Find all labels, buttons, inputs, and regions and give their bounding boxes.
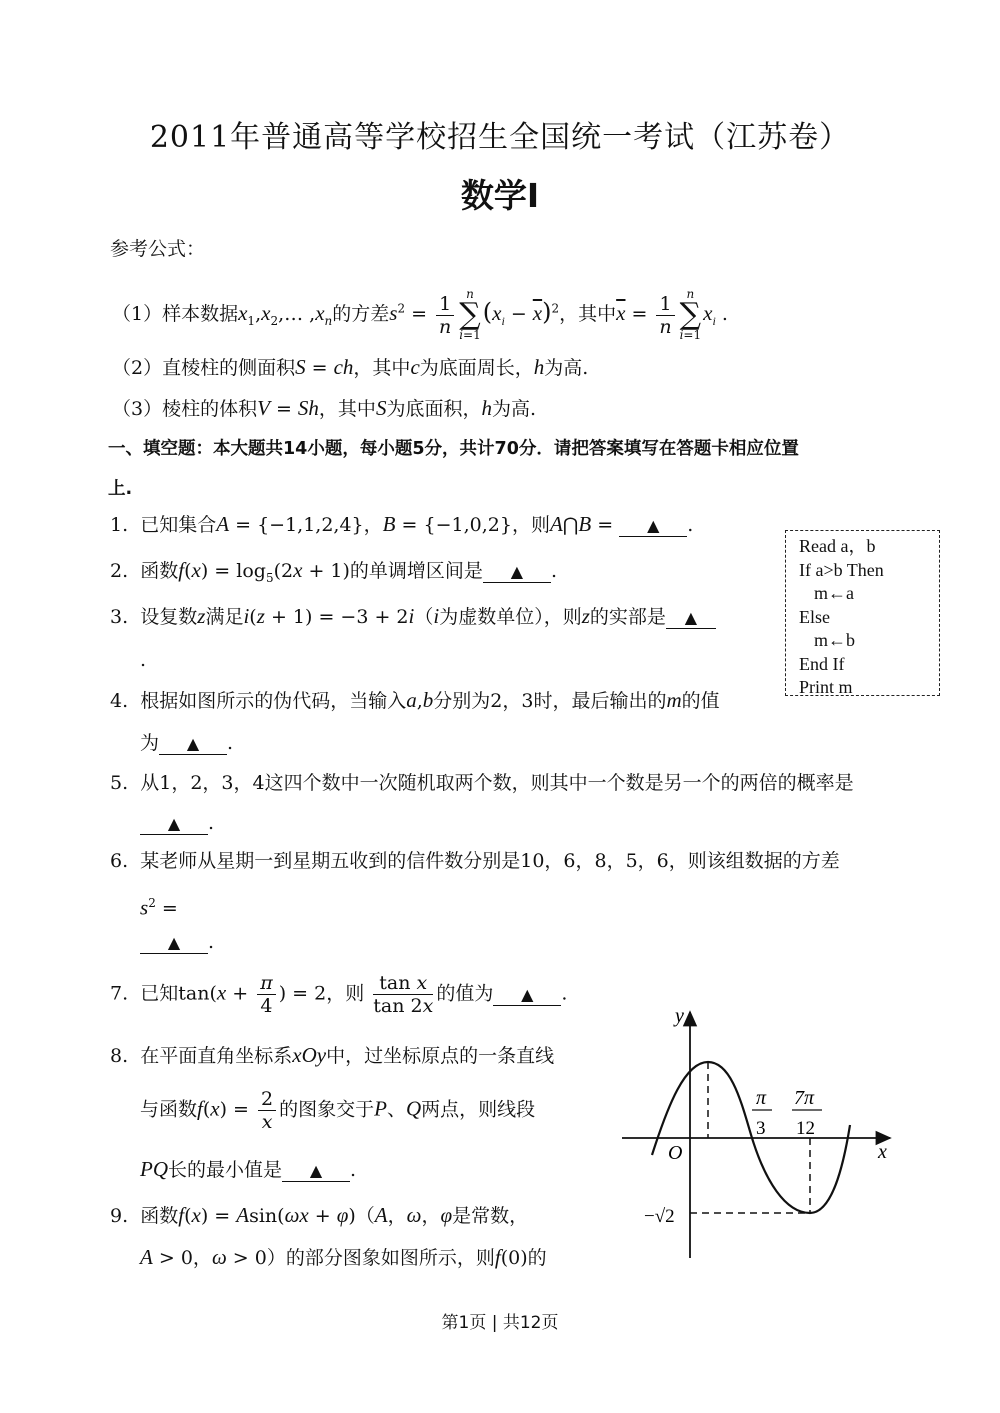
code-line: m←a <box>814 583 854 603</box>
question-4-line2: 为 ▲ . <box>140 732 234 754</box>
pseudocode-box <box>785 530 940 696</box>
formula-1: （1）样本数据$x_1,x_2,\dots$ $,x_n$的方差$s^2$ = $\frac{1}{n}$ n ∑ $i=1(x_i - \overline{x})^2$，其中$\overline{x}$ = $\frac{1}{n}$ n ∑ $i=1x_i$ . <box>112 287 728 342</box>
question-3: 3. 设复数z满足i(z + 1) = −3 + 2i（i为虚数单位），则z的实部是 ▲ <box>110 604 716 629</box>
question-1: 1. 已知集合A = {−1,1,2,4}，B = {−1,0,2}，则A⋂B = ▲ . <box>110 512 694 536</box>
question-7: 7. 已知tan(x + $\frac{\pi}{4}$ ) = 2，则 $\frac{\text{tan x}}{\tan 2x}$ 的值为 ▲ . <box>110 972 568 1017</box>
tick-7pi12-num: 7π <box>794 1087 815 1109</box>
answer-blank: ▲ <box>666 608 716 629</box>
code-line: If a>b Then <box>799 559 884 580</box>
ymin-label: −√2 <box>644 1206 675 1227</box>
question-4: 4. 根据如图所示的伪代码，当输入a,b分别为2，3时，最后输出的m的值 <box>110 688 720 712</box>
tick-7pi12-den: 12 <box>796 1118 815 1139</box>
question-5: 5. 从1，2，3，4这四个数中一次随机取两个数，则其中一个数是另一个的两倍的概率是 <box>110 772 854 794</box>
question-6-line3: ▲ . <box>140 930 214 954</box>
question-9: 9. 函数f(x) = Asin(ωx + φ)（A，ω，φ是常数， <box>110 1203 529 1227</box>
question-8: 8. 在平面直角坐标系xOy中，过坐标原点的一条直线 <box>110 1043 555 1067</box>
question-9-line2: A > 0，ω > 0）的部分图象如图所示，则f(0)的 <box>140 1245 547 1269</box>
code-line: Else <box>799 606 830 627</box>
x-axis-label: x <box>878 1141 887 1163</box>
question-3-dot: . <box>140 649 147 671</box>
question-8-line2: 与函数f(x) = $\frac{2}{x}$ 的图象交于P、Q两点，则线段 <box>140 1088 536 1133</box>
answer-blank: ▲ <box>619 516 687 537</box>
code-line: Print m <box>799 677 853 697</box>
section-heading-line2: 上. <box>108 479 133 499</box>
code-line: End If <box>799 653 845 674</box>
y-axis-label: y <box>675 1005 684 1027</box>
section-heading-line1: 一、填空题：本大题共14小题，每小题5分，共计70分．请把答案填写在答题卡相应位置 <box>108 439 799 459</box>
page-subtitle: 数学Ⅰ <box>460 176 540 215</box>
code-line: m←b <box>814 630 856 650</box>
answer-blank: ▲ <box>493 985 561 1006</box>
question-6: 6. 某老师从星期一到星期五收到的信件数分别是10，6，8，5，6，则该组数据的方差 <box>110 850 840 872</box>
question-8-line3: PQ长的最小值是 ▲ . <box>140 1157 357 1181</box>
formula-2: （2）直棱柱的侧面积S = ch，其中c为底面周长，h为高. <box>112 355 589 379</box>
answer-blank: ▲ <box>140 814 208 835</box>
tick-pi3-num: π <box>756 1087 767 1109</box>
page-footer: 第1页 | 共12页 <box>441 1313 559 1333</box>
answer-blank: ▲ <box>483 562 551 583</box>
tick-pi3-den: 3 <box>756 1118 766 1139</box>
question-2: 2. 函数$f(x) = \log_5(2x + 1)$的单调增区间是 ▲ . <box>110 558 557 585</box>
origin-label: O <box>668 1142 683 1164</box>
page-title: 2011年普通高等学校招生全国统一考试（江苏卷） <box>149 120 851 155</box>
reference-heading: 参考公式： <box>110 238 206 260</box>
question-6-line2: $s^2$ = <box>140 895 178 920</box>
code-line: Read a，b <box>799 536 876 556</box>
formula-3: （3）棱柱的体积V = Sh，其中S为底面积，h为高. <box>112 396 536 420</box>
sine-graph <box>600 1000 920 1270</box>
answer-blank: ▲ <box>159 734 227 755</box>
answer-blank: ▲ <box>282 1161 350 1182</box>
question-5-line2: ▲ . <box>140 811 214 835</box>
answer-blank: ▲ <box>140 933 208 954</box>
